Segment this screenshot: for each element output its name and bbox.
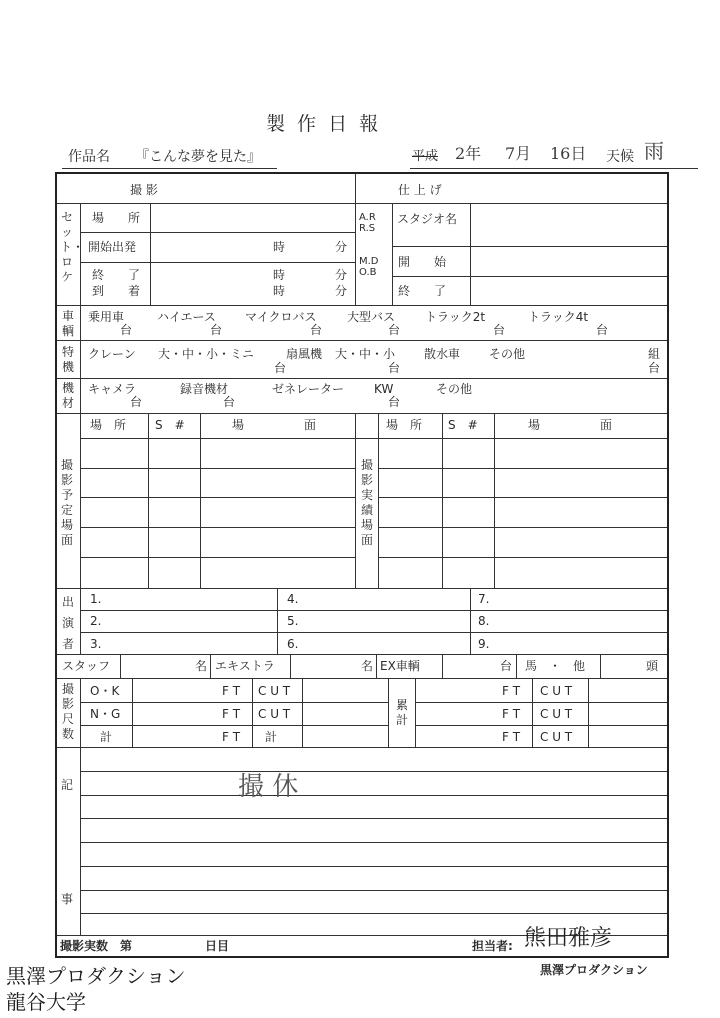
fan-label: 扇風機: [286, 347, 323, 361]
notes-label-2: 事: [61, 892, 74, 906]
ft-unit-4: F T: [502, 684, 521, 698]
date-month: 7月: [505, 144, 532, 163]
scene-col-s-2: S #: [448, 418, 478, 432]
vehicle-car: 乗用車: [88, 310, 125, 324]
scene-col-scene-1: 場 面: [232, 418, 317, 432]
cut-label-4: C U T: [540, 707, 573, 721]
hour-unit-1: 時: [273, 240, 286, 254]
work-title-label: 作品名: [68, 149, 110, 165]
start-depart-label: 開始出発: [88, 240, 137, 254]
cast-8: 8.: [478, 614, 490, 628]
horse-label: 馬 ・ 他: [525, 659, 586, 673]
crane-sizes: 大・中・小・ミニ: [158, 347, 255, 361]
cast-7: 7.: [478, 592, 490, 606]
company-name: 黒澤プロダクション: [540, 963, 648, 977]
sprinkler-label: 散水車: [424, 347, 461, 361]
cast-5: 5.: [287, 614, 299, 628]
finish-end-label: 終 了: [398, 284, 447, 298]
mdob-label: M.D O.B: [359, 256, 379, 278]
era-label: 平成: [412, 149, 439, 164]
studio-name-label: スタジオ名: [397, 212, 458, 226]
ft-unit-5: F T: [502, 707, 521, 721]
special-other-label: その他: [489, 347, 526, 361]
ft-unit-1: F T: [222, 684, 241, 698]
vehicle-unit-3: 台: [310, 323, 323, 337]
set-loc-label: セット・ロケ: [60, 210, 85, 284]
ft-unit-6: F T: [502, 730, 521, 744]
cut-label-1: C U T: [258, 684, 291, 698]
cast-1: 1.: [90, 592, 102, 606]
minute-unit-1: 分: [335, 240, 348, 254]
staff-unit: 名: [195, 659, 208, 673]
equip-camera: キャメラ: [88, 382, 137, 396]
ex-vehicle-label: EX車輌: [380, 659, 420, 673]
set-unit: 組: [648, 347, 661, 361]
equip-generator: ゼネレーター: [272, 382, 345, 396]
special-unit-2: 台: [388, 361, 401, 375]
vehicle-bus: 大型バス: [347, 310, 396, 324]
special-label: 特機: [61, 345, 74, 374]
arrive-label: 到 着: [92, 284, 141, 298]
extra-unit: 名: [361, 659, 374, 673]
scene-col-place-2: 場 所: [386, 418, 423, 432]
ft-unit-3: F T: [222, 730, 241, 744]
footage-ng: N・G: [90, 707, 121, 721]
cast-label: 出演者: [61, 595, 74, 651]
manager-label: 担当者:: [472, 939, 513, 953]
equip-other: その他: [436, 382, 473, 396]
vehicle-unit-1: 台: [120, 323, 133, 337]
finish-start-label: 開 始: [398, 255, 447, 269]
notes-label-1: 記: [61, 778, 74, 792]
archive-label-line1: 黒澤プロダクション: [6, 964, 186, 988]
vehicles-label: 車輌: [61, 309, 74, 338]
hour-unit-2: 時: [273, 268, 286, 282]
special-unit-1: 台: [274, 361, 287, 375]
archive-label-line2: 龍谷大学: [6, 990, 86, 1014]
vehicle-unit-5: 台: [493, 323, 506, 337]
planned-scenes-label: 撮影予定場面: [60, 458, 73, 547]
end-label: 終 了: [92, 268, 141, 282]
work-title-underline: [62, 168, 277, 169]
shooting-days-label: 撮影実数 第: [60, 939, 133, 953]
footage-label: 撮影尺数: [61, 682, 74, 741]
shoot-header: 撮 影: [130, 183, 158, 197]
minute-unit-3: 分: [335, 284, 348, 298]
equip-unit-1: 台: [130, 395, 143, 409]
manager-signature: 熊田雅彦: [524, 926, 613, 951]
staff-label: スタッフ: [62, 659, 111, 673]
equip-unit-3: 台: [388, 395, 401, 409]
cut-label-5: C U T: [540, 730, 573, 744]
hour-unit-3: 時: [273, 284, 286, 298]
equip-kw: KW: [374, 382, 394, 396]
cast-9: 9.: [478, 637, 490, 651]
vehicle-unit-2: 台: [210, 323, 223, 337]
cast-3: 3.: [90, 637, 102, 651]
fan-sizes: 大・中・小: [335, 347, 396, 361]
vehicle-unit-4: 台: [388, 323, 401, 337]
scene-col-s-1: S #: [155, 418, 185, 432]
scene-col-place-1: 場 所: [90, 418, 127, 432]
cast-6: 6.: [287, 637, 299, 651]
equip-sound: 録音機材: [180, 382, 229, 396]
vehicle-unit-6: 台: [596, 323, 609, 337]
vehicle-truck4: トラック4t: [528, 310, 589, 324]
vehicle-truck2: トラック2t: [425, 310, 486, 324]
ex-vehicle-unit: 台: [500, 659, 513, 673]
shooting-days-unit: 日目: [205, 939, 230, 953]
head-unit: 頭: [646, 659, 659, 673]
scene-col-scene-2: 場 面: [528, 418, 613, 432]
cut-label-3: C U T: [540, 684, 573, 698]
notes-handwritten: 撮 休: [238, 772, 299, 802]
weather-value: 雨: [644, 139, 664, 163]
cut-label-2: C U T: [258, 707, 291, 721]
date-year: 2年: [455, 144, 482, 163]
place-label: 場 所: [92, 211, 141, 225]
equip-unit-2: 台: [223, 395, 236, 409]
actual-scenes-label: 撮影実績場面: [360, 458, 373, 547]
extra-label: エキストラ: [215, 659, 275, 673]
ars-label: A.R R.S: [359, 212, 376, 234]
footage-ok: O・K: [90, 684, 120, 698]
date-underline: [410, 168, 698, 169]
date-day: 16日: [550, 144, 587, 163]
equipment-label: 機材: [61, 381, 74, 410]
crane-label: クレーン: [88, 347, 136, 361]
vehicle-microbus: マイクロバス: [245, 310, 317, 324]
minute-unit-2: 分: [335, 268, 348, 282]
cumulative-label: 累計: [395, 698, 408, 727]
weather-label: 天候: [606, 149, 634, 165]
cast-4: 4.: [287, 592, 299, 606]
cast-2: 2.: [90, 614, 102, 628]
footage-total: 計: [100, 730, 113, 744]
vehicle-hiace: ハイエース: [157, 310, 216, 324]
page-title: 製 作 日 報: [266, 113, 382, 135]
work-title-value: 『こんな夢を見た』: [135, 149, 261, 165]
special-unit-3: 台: [648, 361, 661, 375]
finish-header: 仕 上 げ: [398, 183, 442, 197]
cut-total-label: 計: [265, 730, 278, 744]
ft-unit-2: F T: [222, 707, 241, 721]
